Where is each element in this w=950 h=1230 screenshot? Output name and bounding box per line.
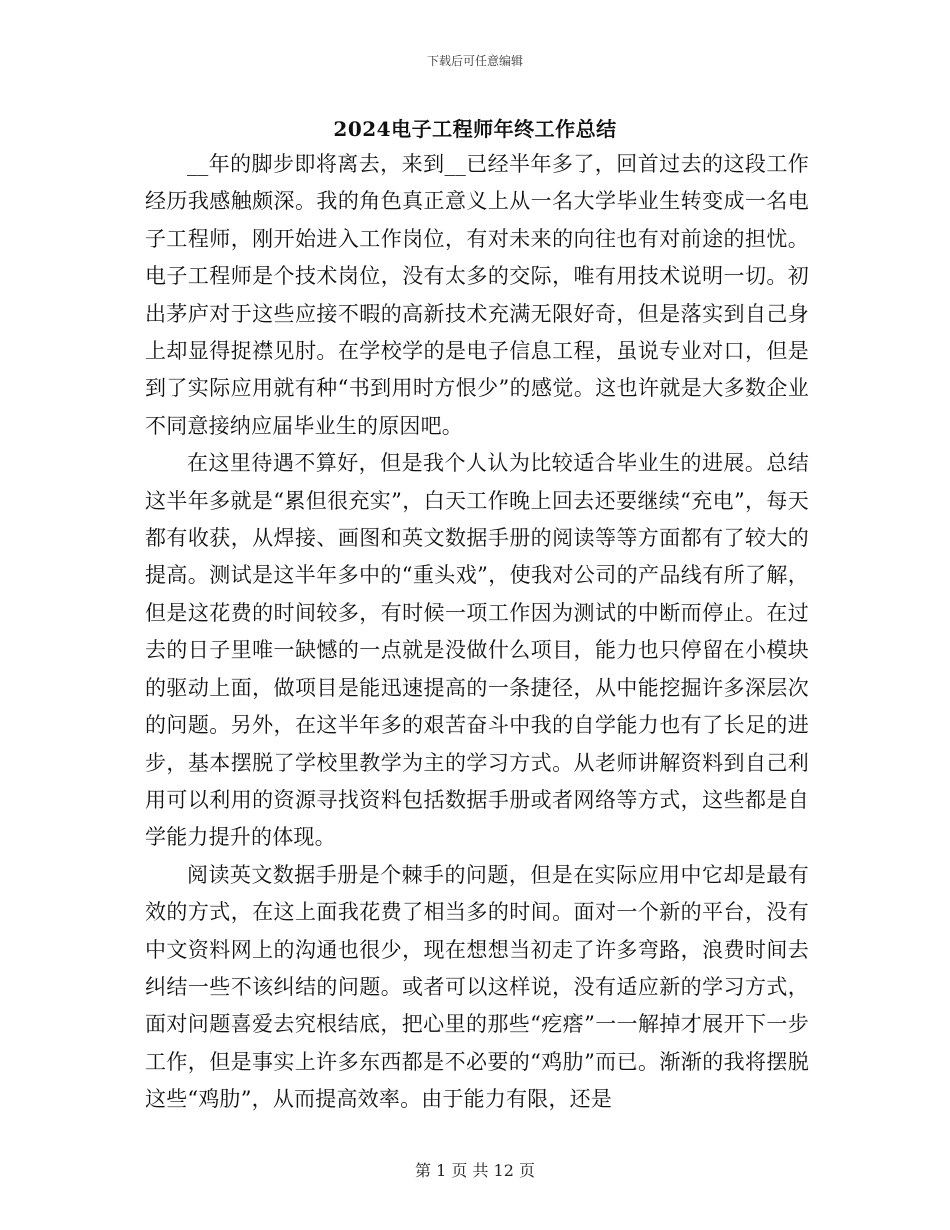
document-title: 2024电子工程师年终工作总结 <box>333 117 617 141</box>
document-body <box>145 146 809 1119</box>
page-number-footer: 第 1 页 共 12 页 <box>415 1161 535 1180</box>
paragraph-1: __年的脚步即将离去，来到__已经半年多了，回首过去的这段工作经历我感触颇深。我的角色真正意义上从一名大学毕业生转变成一名电子工程师，刚开始进入工作岗位，有对未来的向往也有对前途的担忧。电子工程师是个技术岗位，没有太多的交际，唯有用技术说明一切。初出茅庐对于这些应接不暇的高新技术充满无限好奇，但是落实到自己身上却显得捉襟见肘。在学校学的是电子信息工程，虽说专业对口，但是到了实际应用就有种“书到用时方恨少”的感觉。这也许就是大多数企业不同意接纳应届毕业生的原因吧。 <box>145 152 809 438</box>
paragraph-3: 阅读英文数据手册是个棘手的问题，但是在实际应用中它却是最有效的方式，在这上面我花费了相当多的时间。面对一个新的平台，没有中文资料网上的沟通也很少，现在想想当初走了许多弯路，浪费时间去纠结一些不该纠结的问题。或者可以这样说，没有适应新的学习方式，面对问题喜爱去究根结底，把心里的那些“疙瘩”一一解掉才展开下一步工作，但是事实上许多东西都是不必要的“鸡肋”而已。渐渐的我将摆脱这些“鸡肋”，从而提高效率。由于能力有限，还是 <box>145 862 809 1112</box>
paragraph-2: 在这里待遇不算好，但是我个人认为比较适合毕业生的进展。总结这半年多就是“累但很充实”，白天工作晚上回去还要继续“充电”，每天都有收获，从焊接、画图和英文数据手册的阅读等等方面都有了较大的提高。测试是这半年多中的“重头戏”，使我对公司的产品线有所了解，但是这花费的时间较多，有时候一项工作因为测试的中断而停止。在过去的日子里唯一缺憾的一点就是没做什么项目，能力也只停留在小模块的驱动上面，做项目是能迅速提高的一条捷径，从中能挖掘许多深层次的问题。另外，在这半年多的艰苦奋斗中我的自学能力也有了长足的进步，基本摆脱了学校里教学为主的学习方式。从老师讲解资料到自己利用可以利用的资源寻找资料包括数据手册或者网络等方式，这些都是自学能力提升的体现。 <box>145 451 809 850</box>
page-header-note: 下载后可任意编辑 <box>426 54 523 68</box>
